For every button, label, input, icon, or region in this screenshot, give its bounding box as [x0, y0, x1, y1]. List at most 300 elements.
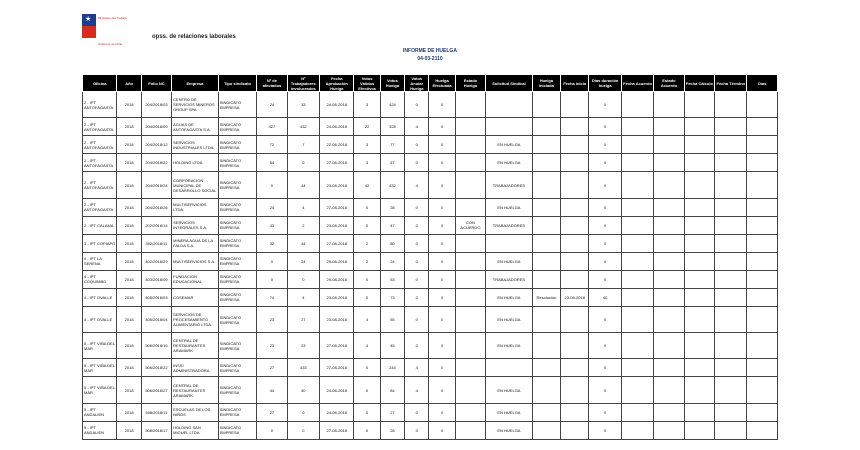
table-cell: 3	[354, 92, 380, 118]
table-cell: 0	[429, 154, 455, 172]
table-cell: 204/2018/24	[141, 172, 171, 198]
table-cell: 0	[287, 270, 319, 288]
table-row	[83, 377, 778, 403]
table-cell	[561, 377, 589, 403]
table-cell: 2	[287, 216, 319, 234]
table-cell: 2	[354, 252, 380, 270]
table-cell	[455, 288, 485, 306]
table-cell: 0	[287, 421, 319, 439]
table-cell: 3	[354, 154, 380, 172]
table-cell	[561, 333, 589, 359]
table-cell	[715, 154, 747, 172]
table-cell	[561, 421, 589, 439]
table-cell: 2018	[117, 136, 141, 154]
table-cell: 2018	[117, 172, 141, 198]
table-cell	[684, 216, 714, 234]
table-cell	[715, 270, 747, 288]
column-header: Votos Válidos Efectivos	[354, 75, 380, 92]
table-row	[83, 306, 778, 332]
table-cell	[654, 154, 684, 172]
table-cell: SINDICATO EMPRESA	[218, 421, 256, 439]
table-cell: 0	[405, 136, 429, 154]
table-cell: 0	[405, 234, 429, 252]
table-cell: 0	[405, 92, 429, 118]
table-cell: 5 - IPT VIÑA DEL MAR	[83, 333, 117, 359]
table-cell	[532, 216, 560, 234]
table-cell	[747, 234, 778, 252]
table-cell: 0	[354, 421, 380, 439]
table-cell	[654, 359, 684, 377]
table-cell	[621, 234, 653, 252]
table-cell	[654, 198, 684, 216]
table-cell	[561, 216, 589, 234]
table-cell	[486, 92, 533, 118]
table-cell	[486, 234, 533, 252]
table-cell: 23	[257, 333, 287, 359]
column-header: Días duración huelga	[589, 75, 621, 92]
table-cell: 506/2018/16	[141, 333, 171, 359]
table-cell	[715, 172, 747, 198]
table-cell	[561, 270, 589, 288]
table-cell: CON ACUERDO	[455, 216, 485, 234]
table-cell	[455, 154, 485, 172]
table-cell: SERVICIOS DE PROCESAMIENTO ALIMENTARIO LTDA.	[172, 306, 219, 332]
table-cell: 2018	[117, 216, 141, 234]
table-cell	[747, 118, 778, 136]
table-cell: 27	[287, 306, 319, 332]
table-cell	[747, 252, 778, 270]
table-cell: 424	[380, 92, 404, 118]
table-cell	[561, 136, 589, 154]
table-cell: 27	[257, 359, 287, 377]
table-cell	[621, 216, 653, 234]
table-row	[83, 172, 778, 198]
table-cell	[654, 172, 684, 198]
table-cell: 3 - IPT COPIAPO	[83, 234, 117, 252]
table-cell: 0	[589, 172, 621, 198]
table-cell: 0	[589, 234, 621, 252]
table-cell: EN HUELGA	[486, 403, 533, 421]
table-cell	[455, 270, 485, 288]
table-cell	[621, 359, 653, 377]
table-cell	[715, 377, 747, 403]
table-cell	[455, 234, 485, 252]
table-cell: EN HUELGA	[486, 136, 533, 154]
table-cell: 5 - IPT ANDALIEN	[83, 421, 117, 439]
table-cell: 0	[287, 403, 319, 421]
table-cell	[455, 421, 485, 439]
table-cell: 77	[380, 136, 404, 154]
table-cell: 202/2018/14	[141, 216, 171, 234]
table-cell: Resolución	[532, 288, 560, 306]
table-cell	[654, 333, 684, 359]
table-cell	[715, 252, 747, 270]
table-cell: 0	[589, 216, 621, 234]
table-cell: 72	[257, 136, 287, 154]
table-cell: 44	[257, 377, 287, 403]
table-cell	[747, 333, 778, 359]
table-cell: SERVICIOS INDUSTRIALES LTDA.	[172, 136, 219, 154]
table-cell	[715, 359, 747, 377]
table-cell: 4	[287, 288, 319, 306]
table-cell: 0	[257, 421, 287, 439]
table-cell: SINDICATO EMPRESA	[218, 172, 256, 198]
table-cell: 432	[287, 118, 319, 136]
table-cell	[561, 198, 589, 216]
table-cell	[684, 92, 714, 118]
table-cell: 2018	[117, 421, 141, 439]
table-cell: 402/2018/29	[141, 252, 171, 270]
table-cell	[715, 333, 747, 359]
table-cell	[621, 403, 653, 421]
table-cell	[561, 252, 589, 270]
table-cell	[486, 359, 533, 377]
table-cell: 0	[429, 118, 455, 136]
table-cell: 27-08-2018	[320, 421, 354, 439]
table-cell	[684, 421, 714, 439]
table-cell	[715, 403, 747, 421]
table-cell: 27-08-2018	[320, 154, 354, 172]
table-cell: 0	[405, 333, 429, 359]
table-cell: EN HUELGA	[486, 198, 533, 216]
table-cell: 433	[287, 359, 319, 377]
table-cell: FUNDACION EDUCACIONAL	[172, 270, 219, 288]
table-cell	[684, 252, 714, 270]
table-cell: 24	[257, 198, 287, 216]
table-cell: 508/2018/17	[141, 421, 171, 439]
table-cell: ESCUELAS DE LOS NIÑOS	[172, 403, 219, 421]
table-cell	[621, 421, 653, 439]
table-cell: SINDICATO EMPRESA	[218, 154, 256, 172]
table-cell: 403/2018/09	[141, 270, 171, 288]
table-cell: 0	[429, 377, 455, 403]
table-cell	[684, 377, 714, 403]
table-cell: 0	[257, 172, 287, 198]
table-cell: HOLDING LTDA.	[172, 154, 219, 172]
column-header: Fecha Aprobación Huelga	[320, 75, 354, 92]
table-cell: 0	[405, 216, 429, 234]
table-cell	[621, 172, 653, 198]
table-cell: 23-08-2018	[320, 288, 354, 306]
table-cell: 0	[354, 403, 380, 421]
table-cell: 2018	[117, 252, 141, 270]
table-cell: 24-08-2018	[320, 92, 354, 118]
table-cell: 2 - IPT ANTOFAGASTA	[83, 136, 117, 154]
column-header: Nº de afectados	[257, 75, 287, 92]
star-icon: ★	[85, 16, 92, 23]
table-cell: 4 - IPT OVALLE	[83, 288, 117, 306]
organization-name: opss. de relaciones laborales	[152, 34, 236, 40]
table-cell: 27-08-2018	[320, 198, 354, 216]
table-cell: 84	[380, 377, 404, 403]
column-header: Huelga iniciada	[532, 75, 560, 92]
table-cell: 2018	[117, 403, 141, 421]
table-cell: TRABAJADORES	[486, 172, 533, 198]
table-cell	[532, 377, 560, 403]
table-cell: 328	[380, 118, 404, 136]
table-cell: 2018	[117, 154, 141, 172]
table-cell: 47	[380, 216, 404, 234]
table-cell: 24-08-2018	[320, 377, 354, 403]
table-row	[83, 234, 778, 252]
table-cell	[684, 359, 714, 377]
table-cell: 0	[405, 306, 429, 332]
table-cell	[684, 198, 714, 216]
table-cell	[532, 154, 560, 172]
report-title: INFORME DE HUELGA	[403, 48, 457, 54]
table-cell: 204/2018/09	[141, 118, 171, 136]
column-header: Solicitud Sindical	[486, 75, 533, 92]
table-cell: 4 - IPT OVALLE	[83, 306, 117, 332]
table-cell	[621, 252, 653, 270]
column-header: Folio NC	[141, 75, 171, 92]
table-cell	[455, 403, 485, 421]
table-cell	[684, 288, 714, 306]
table-cell	[455, 252, 485, 270]
table-cell: SINDICATO EMPRESA	[218, 377, 256, 403]
table-cell	[532, 198, 560, 216]
table-row	[83, 216, 778, 234]
table-cell: 4	[405, 118, 429, 136]
table-cell: SINDICATO EMPRESA	[218, 359, 256, 377]
table-cell	[715, 92, 747, 118]
table-cell	[747, 306, 778, 332]
table-cell	[715, 198, 747, 216]
column-header: Días	[747, 75, 778, 92]
table-cell: 0	[429, 306, 455, 332]
table-cell	[532, 118, 560, 136]
table-cell: 2018	[117, 333, 141, 359]
table-cell: 508/2018/11	[141, 403, 171, 421]
table-cell	[715, 234, 747, 252]
table-cell: CORPORACION MUNICIPAL DE DESARROLLO SOCIAL	[172, 172, 219, 198]
table-cell: 405/2018/04	[141, 306, 171, 332]
table-cell: HOLDING SAN MIGUEL LTDA.	[172, 421, 219, 439]
table-cell: 28	[380, 198, 404, 216]
table-cell: 73	[380, 288, 404, 306]
table-cell	[455, 198, 485, 216]
table-cell	[747, 216, 778, 234]
table-cell	[684, 154, 714, 172]
table-cell: 2 - IPT CALAMA	[83, 216, 117, 234]
table-cell	[715, 306, 747, 332]
table-cell: 506/2018/27	[141, 377, 171, 403]
table-cell: 204/2018/12	[141, 136, 171, 154]
table-cell	[684, 403, 714, 421]
table-cell: 27	[380, 403, 404, 421]
table-row	[83, 118, 778, 136]
table-cell: 0	[354, 377, 380, 403]
table-cell: 24	[287, 252, 319, 270]
table-cell	[715, 288, 747, 306]
table-cell: 0	[354, 359, 380, 377]
table-cell: TRABAJADORES	[486, 270, 533, 288]
table-row	[83, 92, 778, 118]
table-cell: SINDICATO EMPRESA	[218, 288, 256, 306]
table-cell	[621, 92, 653, 118]
table-cell: 29-08-2018	[320, 252, 354, 270]
table-row	[83, 252, 778, 270]
table-cell: 45	[380, 333, 404, 359]
table-row	[83, 154, 778, 172]
table-cell	[747, 172, 778, 198]
table-cell: 5 - IPT VIÑA DEL MAR	[83, 377, 117, 403]
table-cell: 2018	[117, 118, 141, 136]
column-header: Empresa	[172, 75, 219, 92]
table-cell	[747, 377, 778, 403]
table-cell: 4	[405, 172, 429, 198]
table-row	[83, 421, 778, 439]
table-cell: EN HUELGA	[486, 306, 533, 332]
table-row	[83, 270, 778, 288]
table-cell	[532, 92, 560, 118]
column-header: Votos Huelga	[380, 75, 404, 92]
table-cell: SINDICATO EMPRESA	[218, 234, 256, 252]
table-cell	[561, 172, 589, 198]
table-cell: 54	[257, 154, 287, 172]
table-cell: 0	[589, 333, 621, 359]
table-cell	[654, 403, 684, 421]
table-cell	[532, 403, 560, 421]
table-cell: 23-08-2018	[561, 288, 589, 306]
table-cell	[715, 216, 747, 234]
table-row	[83, 333, 778, 359]
table-cell: 204/2018/03	[141, 92, 171, 118]
column-header: Estado Huelga	[455, 75, 485, 92]
table-cell: SINDICATO EMPRESA	[218, 306, 256, 332]
table-cell	[747, 198, 778, 216]
table-cell: EN HUELGA	[486, 154, 533, 172]
table-cell: SINDICATO EMPRESA	[218, 198, 256, 216]
table-cell	[455, 172, 485, 198]
table-cell	[654, 234, 684, 252]
table-cell: SINDICATO EMPRESA	[218, 216, 256, 234]
column-header: Nº Trabajadores involucrados	[287, 75, 319, 92]
column-header: Año	[117, 75, 141, 92]
table-cell	[561, 359, 589, 377]
table-cell: 4	[354, 333, 380, 359]
table-cell: 0	[257, 270, 287, 288]
table-cell: 2018	[117, 377, 141, 403]
table-cell: 80	[380, 234, 404, 252]
table-cell: 42	[354, 172, 380, 198]
table-cell	[532, 270, 560, 288]
table-cell	[621, 306, 653, 332]
table-cell	[747, 92, 778, 118]
table-cell: 23	[287, 333, 319, 359]
table-cell: 28	[380, 421, 404, 439]
table-cell: 74	[257, 288, 287, 306]
table-cell	[561, 118, 589, 136]
table-cell	[561, 403, 589, 421]
table-cell: 0	[589, 377, 621, 403]
table-cell: 23-08-2018	[320, 306, 354, 332]
table-cell: MINERA AGUA DE LA FALDA S.A.	[172, 234, 219, 252]
table-cell: 4	[405, 377, 429, 403]
table-cell: 0	[429, 270, 455, 288]
table-cell: 2 - IPT ANTOFAGASTA	[83, 198, 117, 216]
table-cell: 40	[287, 377, 319, 403]
table-cell: COSEMAR	[172, 288, 219, 306]
table-cell: 2 - IPT ANTOFAGASTA	[83, 154, 117, 172]
table-cell	[747, 136, 778, 154]
table-cell: 0	[405, 154, 429, 172]
column-header: Huelga Efectuada	[429, 75, 455, 92]
table-cell: EN HUELGA	[486, 252, 533, 270]
table-cell: 4 - IPT LA SERENA	[83, 252, 117, 270]
table-cell: 2 - IPT ANTOFAGASTA	[83, 118, 117, 136]
table-cell	[455, 136, 485, 154]
table-cell	[532, 359, 560, 377]
table-cell: SINDICATO EMPRESA	[218, 136, 256, 154]
table-cell: 0	[257, 252, 287, 270]
table-cell	[747, 154, 778, 172]
table-cell: 23-08-2018	[320, 216, 354, 234]
table-cell: 0	[589, 421, 621, 439]
table-cell: 2018	[117, 270, 141, 288]
table-cell: MULTISERVICIOS LTDA.	[172, 198, 219, 216]
column-header: Votos Anular Huelga	[405, 75, 429, 92]
table-cell: 506/2018/22	[141, 359, 171, 377]
table-cell: 2	[354, 234, 380, 252]
table-cell	[532, 172, 560, 198]
chile-flag-icon	[82, 14, 96, 38]
table-cell: 0	[429, 172, 455, 198]
table-cell: 0	[287, 154, 319, 172]
table-cell: EN HUELGA	[486, 421, 533, 439]
table-cell: 22-08-2018	[320, 136, 354, 154]
table-cell: 29-08-2018	[320, 270, 354, 288]
table-cell	[654, 288, 684, 306]
table-cell: CENTRAL DE RESTAURANTES ARAMARK	[172, 333, 219, 359]
table-cell	[532, 234, 560, 252]
table-cell: 432	[380, 172, 404, 198]
table-cell: 4	[354, 306, 380, 332]
table-cell	[654, 252, 684, 270]
table-cell: 0	[589, 252, 621, 270]
table-cell	[684, 234, 714, 252]
table-cell: 2018	[117, 198, 141, 216]
table-cell: 0	[589, 403, 621, 421]
table-cell: 0	[589, 92, 621, 118]
table-cell	[621, 377, 653, 403]
table-cell: 2018	[117, 234, 141, 252]
table-cell: 24	[257, 92, 287, 118]
table-cell: 2 - IPT ANTOFAGASTA	[83, 92, 117, 118]
logo-gov-label: Gobierno de Chile	[98, 42, 123, 46]
table-cell: 7	[287, 136, 319, 154]
table-cell	[747, 359, 778, 377]
table-cell	[621, 154, 653, 172]
table-cell: SINDICATO EMPRESA	[218, 92, 256, 118]
table-cell	[654, 118, 684, 136]
table-cell: SINDICATO EMPRESA	[218, 118, 256, 136]
table-cell	[684, 306, 714, 332]
table-cell: 43	[257, 216, 287, 234]
table-row	[83, 288, 778, 306]
table-cell: 0	[429, 359, 455, 377]
table-cell	[532, 252, 560, 270]
table-cell: 2018	[117, 288, 141, 306]
table-cell	[715, 136, 747, 154]
table-cell: 23-08-2018	[320, 172, 354, 198]
table-cell	[684, 333, 714, 359]
table-cell	[621, 333, 653, 359]
government-logo	[82, 14, 126, 50]
table-cell	[561, 154, 589, 172]
table-cell: 0	[429, 421, 455, 439]
table-cell	[747, 421, 778, 439]
